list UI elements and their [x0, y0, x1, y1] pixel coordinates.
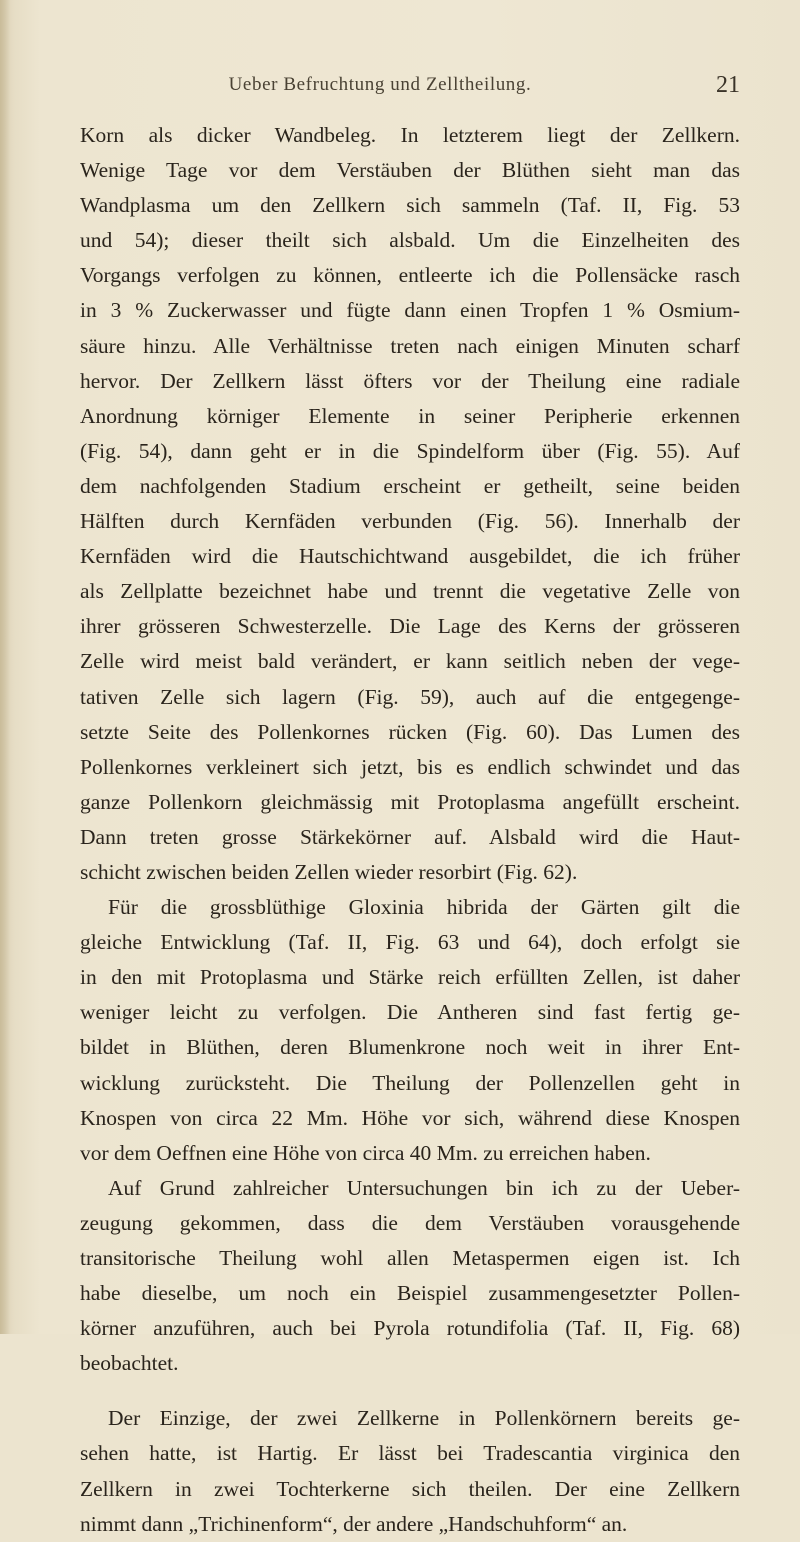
text-line: bildet in Blüthen, deren Blumenkrone noch weit in ihrer Ent- — [80, 1035, 740, 1060]
text-line: hervor. Der Zellkern lässt öfters vor der Theilung eine radiale — [80, 368, 740, 393]
text-line: Anordnung körniger Elemente in seiner Peripherie erkennen — [80, 403, 740, 428]
text-line: tativen Zelle sich lagern (Fig. 59), auch auf die entgegenge- — [80, 684, 740, 709]
text-line: zeugung gekommen, dass die dem Verstäuben vorausgehende — [80, 1210, 740, 1235]
text-line: Hälften durch Kernfäden verbunden (Fig. 56). Innerhalb der — [80, 509, 740, 534]
text-line: dem nachfolgenden Stadium erscheint er getheilt, seine beiden — [80, 473, 740, 498]
text-line: Pollenkornes verkleinert sich jetzt, bis es endlich schwindet und das — [80, 754, 740, 779]
text-line: Knospen von circa 22 Mm. Höhe vor sich, während diese Knospen — [80, 1105, 740, 1130]
paragraph-gap — [80, 1381, 740, 1401]
paragraph-1 — [80, 118, 740, 890]
text-line: beobachtet. — [80, 1351, 179, 1376]
text-line: vor dem Oeffnen eine Höhe von circa 40 Mm. zu erreichen haben. — [80, 1140, 651, 1165]
text-line: sehen hatte, ist Hartig. Er lässt bei Tradescantia virginica den — [80, 1441, 740, 1466]
spine-shadow — [0, 0, 10, 1334]
text-line: säure hinzu. Alle Verhältnisse treten nach einigen Minuten scharf — [80, 333, 740, 358]
text-line: Dann treten grosse Stärkekörner auf. Alsbald wird die Haut- — [80, 824, 740, 849]
text-line: transitorische Theilung wohl allen Metaspermen eigen ist. Ich — [80, 1246, 740, 1270]
text-line: in den mit Protoplasma und Stärke reich erfüllten Zellen, ist daher — [80, 965, 740, 990]
text-line: wicklung zurücksteht. Die Theilung der Pollenzellen geht in — [80, 1070, 740, 1095]
text-line: Korn als dicker Wandbeleg. In letzterem liegt der Zellkern. — [80, 123, 740, 147]
text-line: gleiche Entwicklung (Taf. II, Fig. 63 und 64), doch erfolgt sie — [80, 930, 740, 955]
text-line: weniger leicht zu verfolgen. Die Antheren sind fast fertig ge- — [80, 1000, 740, 1025]
text-line: Zellkern in zwei Tochterkerne sich theilen. Der eine Zellkern — [80, 1476, 740, 1501]
paragraph-4 — [80, 1401, 740, 1541]
text-line: Wandplasma um den Zellkern sich sammeln (Taf. II, Fig. 53 — [80, 193, 740, 218]
page-number: 21 — [716, 72, 740, 98]
paragraph-3 — [80, 1171, 740, 1382]
text-line: Vorgangs verfolgen zu können, entleerte ich die Pollensäcke rasch — [80, 263, 740, 288]
text-line: Der Einzige, der zwei Zellkerne in Pollenkörnern bereits ge- — [108, 1406, 740, 1431]
text-line: und 54); dieser theilt sich alsbald. Um die Einzelheiten des — [80, 228, 740, 253]
text-line: Für die grossblüthige Gloxinia hibrida der Gärten gilt die — [108, 895, 740, 920]
text-line: als Zellplatte bezeichnet habe und trennt die vegetative Zelle von — [80, 579, 740, 604]
text-line: ganze Pollenkorn gleichmässig mit Protoplasma angefüllt erscheint. — [80, 789, 740, 814]
text-line: setzte Seite des Pollenkornes rücken (Fig. 60). Das Lumen des — [80, 719, 740, 744]
text-line: schicht zwischen beiden Zellen wieder resorbirt (Fig. 62). — [80, 859, 578, 884]
text-line: Auf Grund zahlreicher Untersuchungen bin ich zu der Ueber- — [108, 1175, 740, 1200]
paragraph-2 — [80, 890, 740, 1171]
text-line: (Fig. 54), dann geht er in die Spindelform über (Fig. 55). Auf — [80, 438, 740, 463]
text-line: Wenige Tage vor dem Verstäuben der Blüthen sieht man das — [80, 158, 740, 183]
text-line: körner anzuführen, auch bei Pyrola rotundifolia (Taf. II, Fig. 68) — [80, 1316, 740, 1341]
running-title: Ueber Befruchtung und Zelltheilung. — [228, 74, 532, 95]
text-line: ihrer grösseren Schwesterzelle. Die Lage des Kerns der grösseren — [80, 614, 740, 639]
text-line: in 3 % Zuckerwasser und fügte dann einen Tropfen 1 % Osmium- — [80, 298, 740, 323]
text-line: nimmt dann „Trichinenform“, der andere „Handschuhform“ an. — [80, 1511, 628, 1536]
body-text — [80, 118, 740, 1542]
page-header — [80, 74, 740, 110]
text-line: Zelle wird meist bald verändert, er kann seitlich neben der vege- — [80, 649, 740, 674]
text-line: Kernfäden wird die Hautschichtwand ausgebildet, die ich früher — [80, 544, 740, 569]
text-line: habe dieselbe, um noch ein Beispiel zusammengesetzter Pollen- — [80, 1281, 740, 1306]
